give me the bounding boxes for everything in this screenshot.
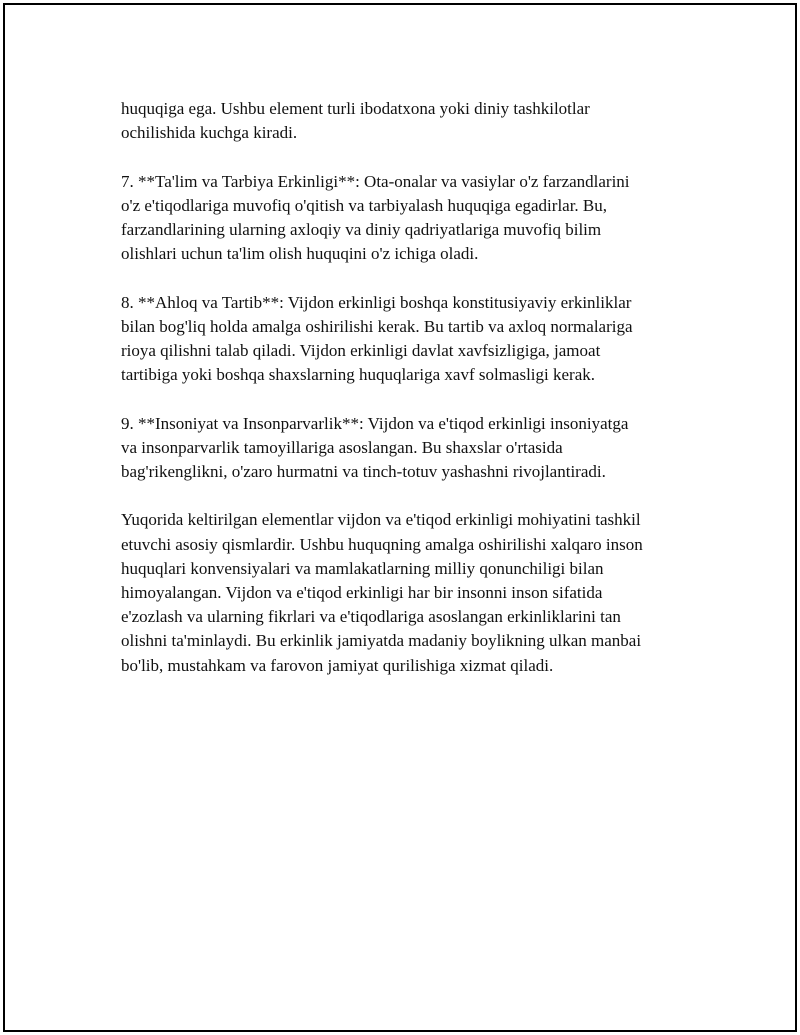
- page-frame: [3, 3, 797, 1032]
- text-line: huquqlari konvensiyalari va mamlakatlarning milliy qonunchiligi bilan: [121, 558, 604, 578]
- text-line: Yuqorida keltirilgan elementlar vijdon va e'tiqod erkinligi mohiyatini tashkil: [121, 510, 641, 530]
- text-line: 9. **Insoniyat va Insonparvarlik**: Vijdon va e'tiqod erkinligi insoniyatga: [121, 413, 629, 433]
- document-body: [121, 97, 701, 702]
- paragraph-continuation: [121, 97, 701, 145]
- text-line: etuvchi asosiy qismlardir. Ushbu huquqning amalga oshirilishi xalqaro inson: [121, 534, 643, 554]
- text-line: rioya qilishni talab qiladi. Vijdon erkinligi davlat xavfsizligiga, jamoat: [121, 341, 601, 360]
- text-line: olishlari uchun ta'lim olish huquqini o'z ichiga oladi.: [121, 244, 479, 264]
- paragraph-conclusion: [121, 508, 701, 677]
- text-line: himoyalangan. Vijdon va e'tiqod erkinligi har bir insonni inson sifatida: [121, 583, 603, 602]
- text-line: bo'lib, mustahkam va farovon jamiyat qurilishiga xizmat qiladi.: [121, 655, 554, 675]
- text-line: o'z e'tiqodlariga muvofiq o'qitish va tarbiyalash huquqiga egadirlar. Bu,: [121, 195, 608, 215]
- text-line: 8. **Ahloq va Tartib**: Vijdon erkinligi boshqa konstitusiyaviy erkinliklar: [121, 292, 632, 312]
- paragraph-item-7: [121, 170, 701, 267]
- text-line: tartibiga yoki boshqa shaxslarning huquqlariga xavf solmasligi kerak.: [121, 365, 596, 385]
- paragraph-item-9: [121, 412, 701, 485]
- text-line: e'zozlash va ularning fikrlari va e'tiqodlariga asoslangan erkinliklarini tan: [121, 607, 621, 627]
- text-line: farzandlarining ularning axloqiy va diniy qadriyatlariga muvofiq bilim: [121, 220, 602, 239]
- text-line: bag'rikenglikni, o'zaro hurmatni va tinch-totuv yashashni rivojlantiradi.: [121, 462, 606, 481]
- text-line: va insonparvarlik tamoyillariga asoslangan. Bu shaxslar o'rtasida: [121, 437, 563, 457]
- text-line: 7. **Ta'lim va Tarbiya Erkinligi**: Ota-onalar va vasiylar o'z farzandlarini: [121, 171, 630, 191]
- text-line: huquqiga ega. Ushbu element turli ibodatxona yoki diniy tashkilotlar: [121, 99, 590, 118]
- text-line: bilan bog'liq holda amalga oshirilishi kerak. Bu tartib va axloq normalariga: [121, 316, 633, 336]
- paragraph-item-8: [121, 291, 701, 388]
- text-line: olishni ta'minlaydi. Bu erkinlik jamiyatda madaniy boylikning ulkan manbai: [121, 631, 642, 651]
- text-line: ochilishida kuchga kiradi.: [121, 123, 298, 143]
